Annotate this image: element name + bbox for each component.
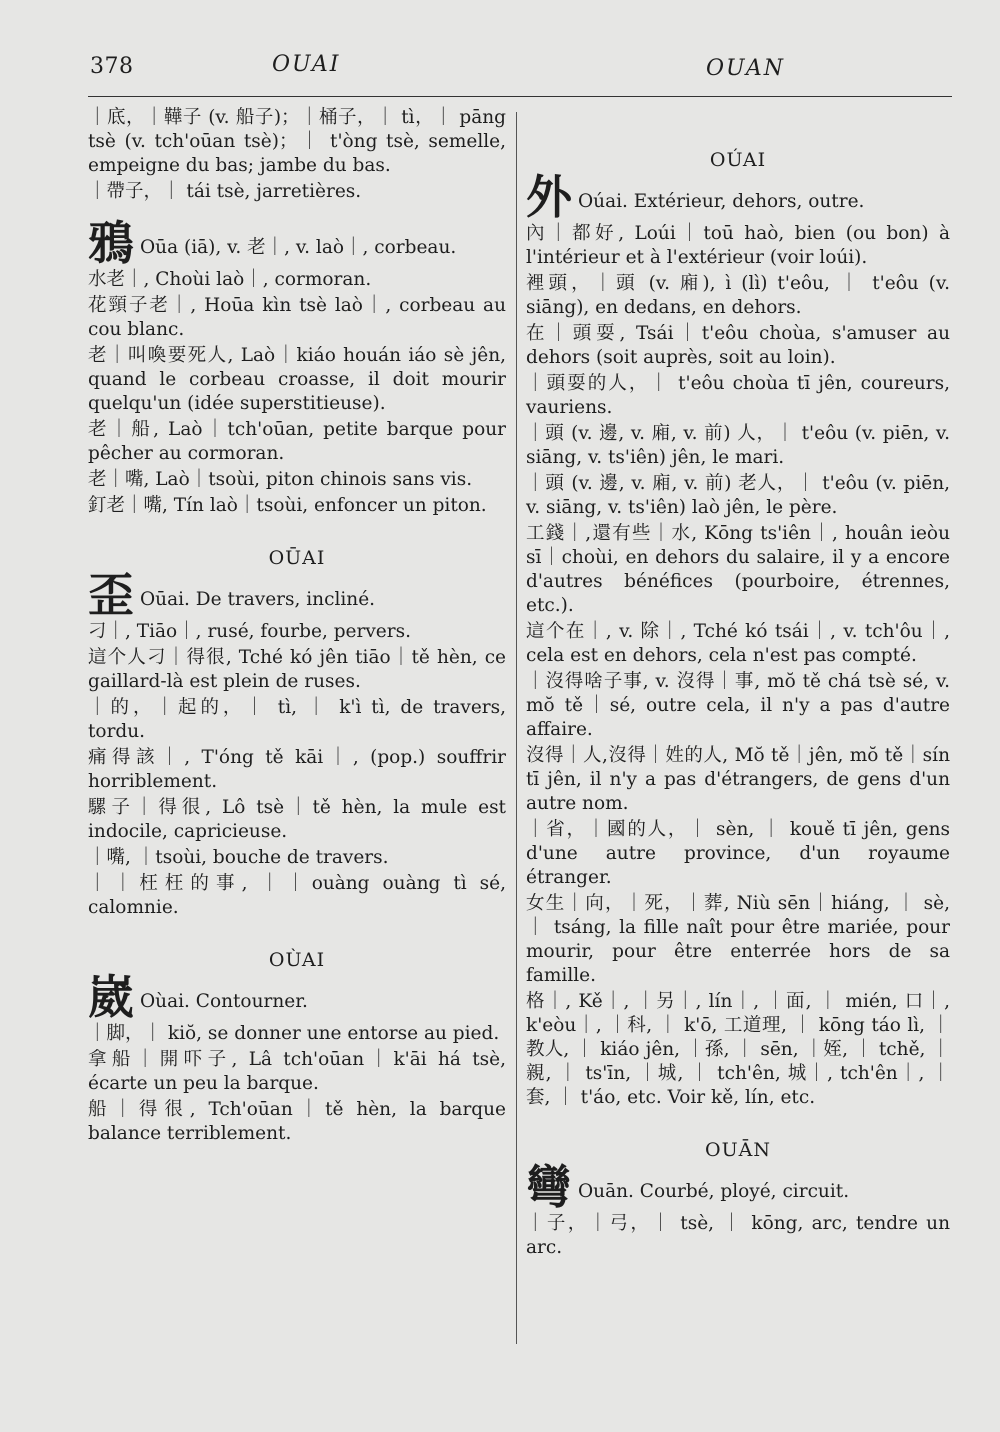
entry-line: ｜帶子，｜ tái tsè, jarretières. (88, 181, 362, 202)
right-column (526, 106, 950, 1262)
entry-line: 老｜嘴, Laò｜tsoùi, piton chinois sans vis. (88, 469, 473, 490)
entry-line: 這个人刁｜得很, Tché kó jên tiāo｜tě hèn, ce gaillard-là est plein de ruses. (88, 647, 506, 692)
section-heading: OÚAI (709, 149, 767, 171)
entry-line: 釘老｜嘴, Tín laò｜tsoùi, enfoncer un piton. (88, 495, 487, 516)
headword-char: 歪 (88, 568, 134, 622)
column-divider (516, 112, 517, 1344)
dictionary-entry (88, 568, 506, 622)
left-column (88, 106, 506, 1148)
entry-line: 拿船｜開吓子, Lâ tch'oūan｜k'āi há tsè, écarte un peu la barque. (88, 1049, 506, 1094)
entry-line: 痛得該｜, T'óng tě kāi｜, (pop.) souffrir horriblement. (88, 747, 506, 792)
entry-line: ｜底，｜鞾子 (v. 船子)；｜桶子，｜ tì，｜ pāng tsè (v. tch'oūan tsè)；｜ t'òng tsè, semelle, empeigne du bas; jambe du bas. (88, 107, 506, 176)
dictionary-entry (526, 1160, 950, 1214)
entry-definition: Oūa (iā), v. 老｜, v. laò｜, corbeau. (140, 237, 457, 258)
entry-line: 刁｜, Tiāo｜, rusé, fourbe, pervers. (88, 621, 411, 642)
headword-char: 外 (526, 170, 572, 224)
entry-line: 花頸子老｜, Hoūa kìn tsè laò｜, corbeau au cou blanc. (88, 295, 506, 340)
header-rule (88, 96, 952, 97)
entry-line: 裡頭，｜頭 (v. 廂), ì (lì) t'eôu, ｜ t'eôu (v. siāng), en dedans, en dehors. (526, 273, 950, 318)
entry-line: 內｜都好, Loúi｜toū haò, bien (ou bon) à l'intérieur et à l'extérieur (voir loúi). (526, 223, 950, 268)
dictionary-entry (88, 970, 506, 1024)
section-heading: OUĀN (705, 1139, 771, 1161)
entry-line: 這个在｜, v. 除｜, Tché kó tsái｜, v. tch'ôu｜, cela est en dehors, cela n'est pas compté. (526, 621, 950, 666)
entry-line: ｜｜枉枉的事, ｜｜ouàng ouàng tì sé, calomnie. (88, 873, 506, 918)
entry-definition: Oūai. De travers, incliné. (140, 589, 376, 610)
entry-line: ｜子，｜弓，｜ tsè, ｜ kōng, arc, tendre un arc. (526, 1213, 950, 1258)
entry-line: ｜嘴, ｜tsoùi, bouche de travers. (88, 847, 389, 868)
entry-line: 女生｜向，｜死，｜葬, Niù sēn｜hiáng, ｜ sè, ｜ tsáng, la fille naît pour être mariée, pour mourir, pour être enterrée hors de sa famille. (526, 893, 950, 986)
section-heading: OÙAI (268, 949, 326, 971)
left-running-head: OUAI (272, 52, 341, 77)
entry-line: ｜的，｜起的，｜ tì, ｜ k'ì tì, de travers, tordu. (88, 697, 506, 742)
dictionary-entry (526, 170, 950, 224)
entry-line: 格｜, Kě｜, ｜另｜, lín｜, ｜面, ｜ mién, 口｜, k'eòu｜, ｜科, ｜ k'ō, 工道理, ｜ kōng táo lì, ｜教人, ｜ kiáo jên, ｜孫, ｜ sēn, ｜姪, ｜ tchě, ｜親, ｜ ts'īn, ｜城, ｜ tch'ên, 城｜, tch'ên｜, ｜套, ｜ t'áo, etc. Voir kě, lín, etc. (526, 991, 950, 1108)
entry-line: 水老｜, Choùi laò｜, cormoran. (88, 269, 372, 290)
dictionary-entry (88, 216, 506, 270)
entry-line: 老｜叫喚要死人, Laò｜kiáo houán iáo sè jên, quand le corbeau croasse, il doit mourir quelqu'un (idée superstitieuse). (88, 345, 506, 414)
entry-line: 沒得｜人,沒得｜姓的人, Mŏ tě｜jên, mŏ tě｜sín tī jên, il n'y a pas d'étrangers, de gens d'un autre nom. (526, 745, 950, 814)
entry-definition: Ouān. Courbé, ployé, circuit. (578, 1181, 850, 1202)
headword-char: 崴 (88, 970, 134, 1024)
page-number: 378 (90, 54, 134, 79)
entry-line: ｜頭 (v. 邊, v. 廂, v. 前) 老人，｜ t'eôu (v. piēn, v. siāng, v. ts'iên) laò jên, le père. (526, 473, 950, 518)
entry-line: ｜頭 (v. 邊, v. 廂, v. 前) 人，｜ t'eôu (v. piēn, v. siāng, v. ts'iên) jên, le mari. (526, 423, 950, 468)
headword-char: 鴉 (88, 216, 134, 270)
right-running-head: OUAN (706, 56, 786, 81)
entry-line: ｜脚，｜ kiŏ, se donner une entorse au pied. (88, 1023, 500, 1044)
entry-line: 在｜頭耍, Tsái｜t'eôu choùa, s'amuser au dehors (soit auprès, soit au loin). (526, 323, 950, 368)
entry-line: 老｜船, Laò｜tch'oūan, petite barque pour pêcher au cormoran. (88, 419, 506, 464)
entry-line: 工錢｜,還有些｜水, Kōng ts'iên｜, houân ieòu sī｜choùi, en dehors du salaire, il y a encore d'autres bénéfices (pourboire, étrennes, etc.). (526, 523, 950, 616)
entry-line: ｜沒得啥子事, v. 沒得｜事, mŏ tě chá tsè sé, v. mŏ tě｜sé, outre cela, il n'y a pas d'autre affaire. (526, 671, 950, 740)
headword-char: 彎 (526, 1160, 572, 1214)
entry-line: 船｜得很, Tch'oūan｜tě hèn, la barque balance terriblement. (88, 1099, 506, 1144)
entry-definition: Oùai. Contourner. (140, 991, 308, 1012)
entry-line: ｜頭耍的人，｜ t'eôu choùa tī jên, coureurs, vauriens. (526, 373, 950, 418)
entry-line: 騾子｜得很, Lô tsè｜tě hèn, la mule est indocile, capricieuse. (88, 797, 506, 842)
entry-definition: Oúai. Extérieur, dehors, outre. (578, 191, 865, 212)
section-heading: OŪAI (268, 547, 326, 569)
entry-line: ｜省，｜國的人，｜ sèn, ｜ kouě tī jên, gens d'une autre province, d'un royaume étranger. (526, 819, 950, 888)
